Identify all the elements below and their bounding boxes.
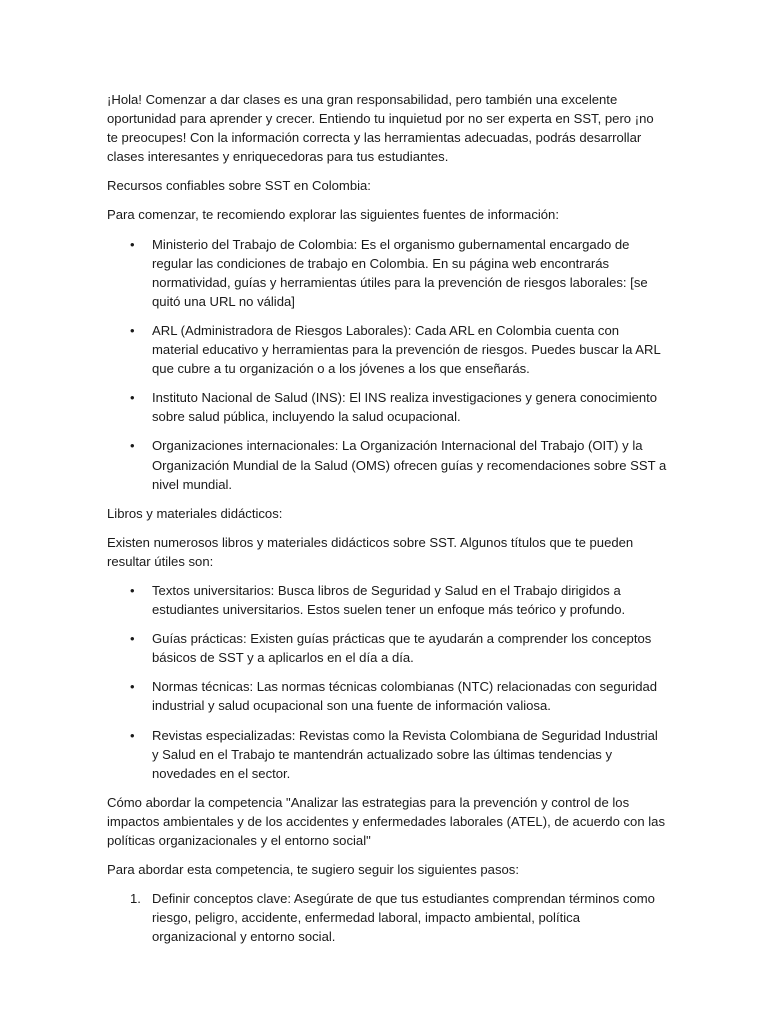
list-item: • Ministerio del Trabajo de Colombia: Es el organismo gubernamental encargado de regular las condiciones de trabajo en Colombia. En su página web encontrarás normatividad, guías y herramientas útiles para la prevención de riesgos laborales: [se quitó una URL no válida] — [152, 235, 667, 311]
section-heading-recursos: Recursos confiables sobre SST en Colombia: — [107, 178, 371, 194]
list-item: Definir conceptos clave: Asegúrate de que tus estudiantes comprendan términos como riesgo, peligro, accidente, enfermedad laboral, impacto ambiental, política organizacional y entorno social. — [152, 891, 655, 945]
libros-intro-paragraph: Existen numerosos libros y materiales didácticos sobre SST. Algunos títulos que te pueden resultar útiles son: — [107, 534, 634, 569]
recursos-list — [107, 235, 667, 494]
list-item: • ARL (Administradora de Riesgos Laborales): Cada ARL en Colombia cuenta con material educativo y herramientas para la prevención de riesgos. Puedes buscar la ARL que cubre a tu organización o a los jóvenes a los que enseñarás. — [152, 321, 667, 378]
libros-list — [107, 581, 667, 783]
list-item: • Organizaciones internacionales: La Organización Internacional del Trabajo (OIT) y la Organización Mundial de la Salud (OMS) ofrecen guías y recomendaciones sobre SST a nivel mundial. — [152, 436, 667, 493]
document-page — [107, 90, 667, 956]
intro-paragraph: ¡Hola! Comenzar a dar clases es una gran responsabilidad, pero también una excelente oportunidad para aprender y crecer. Entiendo tu inquietud por no ser experta en SST, pero ¡no te preocupes! Con la información correcta y las herramientas adecuadas, podrás desarrollar clases interesantes y enriquecedoras para tus estudiantes. — [107, 92, 654, 165]
recursos-intro-paragraph: Para comenzar, te recomiendo explorar las siguientes fuentes de información: — [107, 207, 559, 223]
list-item: • Normas técnicas: Las normas técnicas colombianas (NTC) relacionadas con seguridad industrial y salud ocupacional son una fuente de información valiosa. — [152, 677, 667, 715]
list-item: • Guías prácticas: Existen guías prácticas que te ayudarán a comprender los conceptos básicos de SST y a aplicarlos en el día a día. — [152, 629, 667, 667]
pasos-list — [107, 889, 667, 946]
pasos-intro-paragraph: Para abordar esta competencia, te sugiero seguir los siguientes pasos: — [107, 862, 519, 878]
section-heading-competencia: Cómo abordar la competencia "Analizar las estrategias para la prevención y control de los impactos ambientales y de los accidentes y enfermedades laborales (ATEL), de acuerdo con las políticas organizacionales y el entorno social" — [107, 794, 665, 848]
section-heading-libros: Libros y materiales didácticos: — [107, 505, 283, 521]
list-item: • Textos universitarios: Busca libros de Seguridad y Salud en el Trabajo dirigidos a estudiantes universitarios. Estos suelen tener un enfoque más teórico y profundo. — [152, 581, 667, 619]
list-item: • Instituto Nacional de Salud (INS): El INS realiza investigaciones y genera conocimiento sobre salud pública, incluyendo la salud ocupacional. — [152, 388, 667, 426]
list-item: • Revistas especializadas: Revistas como la Revista Colombiana de Seguridad Industrial y Salud en el Trabajo te mantendrán actualizado sobre las últimas tendencias y novedades en el sector. — [152, 726, 667, 783]
